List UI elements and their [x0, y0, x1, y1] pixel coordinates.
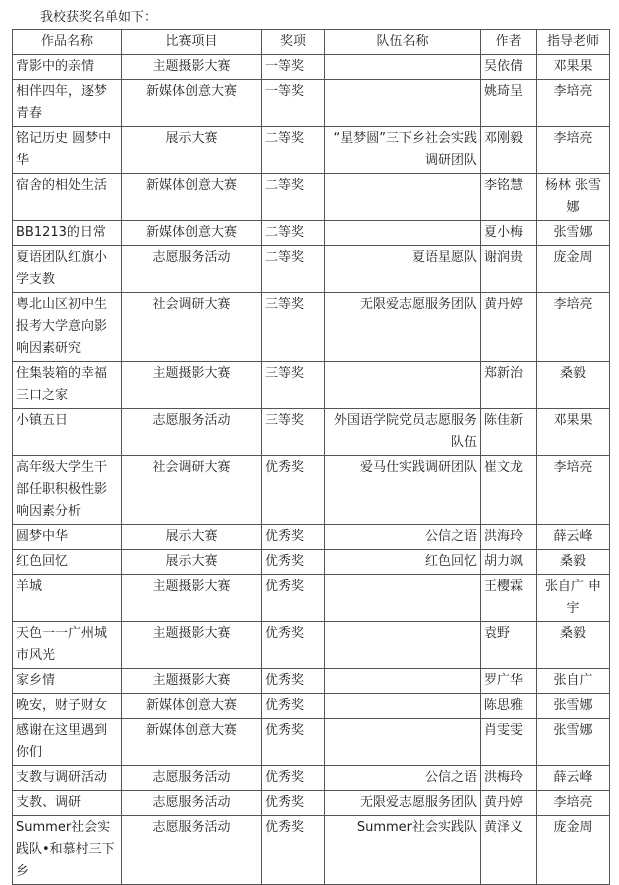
team-cell: [325, 719, 481, 766]
team-cell: [325, 622, 481, 669]
competition-cell: 主题摄影大赛: [122, 575, 262, 622]
competition-cell: 主题摄影大赛: [122, 669, 262, 694]
work-cell: 支教、调研: [13, 791, 122, 816]
work-cell: 圆梦中华: [13, 525, 122, 550]
table-row: [13, 719, 610, 766]
competition-cell: 社会调研大赛: [122, 456, 262, 525]
team-cell: [325, 362, 481, 409]
author-cell: 胡力飒: [481, 550, 537, 575]
competition-cell: 展示大赛: [122, 127, 262, 174]
work-cell: 晚安，财子财女: [13, 694, 122, 719]
award-cell: 优秀奖: [262, 816, 325, 885]
author-cell: 肖雯雯: [481, 719, 537, 766]
header-row: [13, 30, 610, 55]
award-cell: 二等奖: [262, 246, 325, 293]
table-row: [13, 766, 610, 791]
table-body: [13, 55, 610, 885]
teacher-cell: 张雪娜: [537, 694, 610, 719]
work-cell: 天色一一广州城市风光: [13, 622, 122, 669]
work-cell: BB1213的日常: [13, 221, 122, 246]
teacher-cell: 张雪娜: [537, 221, 610, 246]
competition-cell: 新媒体创意大赛: [122, 174, 262, 221]
work-cell: 住集装箱的幸福三口之家: [13, 362, 122, 409]
awards-table: [12, 29, 610, 885]
competition-cell: 新媒体创意大赛: [122, 80, 262, 127]
table-row: [13, 791, 610, 816]
author-cell: 罗广华: [481, 669, 537, 694]
team-cell: [325, 174, 481, 221]
competition-cell: 志愿服务活动: [122, 766, 262, 791]
team-cell: 红色回忆: [325, 550, 481, 575]
teacher-cell: 薛云峰: [537, 525, 610, 550]
table-row: [13, 456, 610, 525]
competition-cell: 新媒体创意大赛: [122, 221, 262, 246]
teacher-cell: 张雪娜: [537, 719, 610, 766]
author-cell: 李铭慧: [481, 174, 537, 221]
award-cell: 优秀奖: [262, 719, 325, 766]
award-cell: 优秀奖: [262, 694, 325, 719]
table-row: [13, 550, 610, 575]
teacher-cell: 邓果果: [537, 55, 610, 80]
author-cell: 黄丹婷: [481, 293, 537, 362]
table-row: [13, 293, 610, 362]
teacher-cell: 张自广: [537, 669, 610, 694]
competition-cell: 社会调研大赛: [122, 293, 262, 362]
award-cell: 优秀奖: [262, 669, 325, 694]
author-cell: 陈思雅: [481, 694, 537, 719]
teacher-cell: 桑毅: [537, 622, 610, 669]
work-cell: 相伴四年，逐梦青春: [13, 80, 122, 127]
team-cell: 无限爱志愿服务团队: [325, 791, 481, 816]
table-row: [13, 80, 610, 127]
competition-cell: 志愿服务活动: [122, 409, 262, 456]
competition-cell: 志愿服务活动: [122, 246, 262, 293]
author-cell: 黄泽义: [481, 816, 537, 885]
award-cell: 三等奖: [262, 362, 325, 409]
team-cell: 外国语学院党员志愿服务队伍: [325, 409, 481, 456]
work-cell: 粤北山区初中生报考大学意向影响因素研究: [13, 293, 122, 362]
team-cell: 夏语星愿队: [325, 246, 481, 293]
teacher-cell: 李培亮: [537, 456, 610, 525]
author-cell: 邓刚毅: [481, 127, 537, 174]
work-cell: 宿舍的相处生活: [13, 174, 122, 221]
work-cell: 红色回忆: [13, 550, 122, 575]
header-work: 作品名称: [13, 30, 122, 55]
competition-cell: 主题摄影大赛: [122, 55, 262, 80]
team-cell: 公信之语: [325, 525, 481, 550]
author-cell: 崔文龙: [481, 456, 537, 525]
table-row: [13, 622, 610, 669]
table-row: [13, 221, 610, 246]
competition-cell: 志愿服务活动: [122, 816, 262, 885]
teacher-cell: 邓果果: [537, 409, 610, 456]
teacher-cell: 李培亮: [537, 127, 610, 174]
competition-cell: 主题摄影大赛: [122, 622, 262, 669]
work-cell: 高年级大学生干部任职积极性影响因素分析: [13, 456, 122, 525]
teacher-cell: 李培亮: [537, 791, 610, 816]
competition-cell: 新媒体创意大赛: [122, 719, 262, 766]
work-cell: Summer社会实践队•和慕村三下乡: [13, 816, 122, 885]
author-cell: 夏小梅: [481, 221, 537, 246]
work-cell: 小镇五日: [13, 409, 122, 456]
team-cell: 爱马仕实践调研团队: [325, 456, 481, 525]
author-cell: 袁野: [481, 622, 537, 669]
award-cell: 二等奖: [262, 174, 325, 221]
team-cell: “星梦圆”三下乡社会实践调研团队: [325, 127, 481, 174]
teacher-cell: 庞金周: [537, 816, 610, 885]
team-cell: [325, 669, 481, 694]
header-teacher: 指导老师: [537, 30, 610, 55]
team-cell: [325, 221, 481, 246]
header-team: 队伍名称: [325, 30, 481, 55]
table-row: [13, 127, 610, 174]
work-cell: 羊城: [13, 575, 122, 622]
work-cell: 夏语团队红旗小学支教: [13, 246, 122, 293]
award-cell: 优秀奖: [262, 766, 325, 791]
author-cell: 郑新治: [481, 362, 537, 409]
header-award: 奖项: [262, 30, 325, 55]
teacher-cell: 庞金周: [537, 246, 610, 293]
award-cell: 一等奖: [262, 80, 325, 127]
table-row: [13, 246, 610, 293]
table-row: [13, 525, 610, 550]
teacher-cell: 李培亮: [537, 80, 610, 127]
team-cell: 无限爱志愿服务团队: [325, 293, 481, 362]
author-cell: 黄丹婷: [481, 791, 537, 816]
award-cell: 三等奖: [262, 409, 325, 456]
award-cell: 优秀奖: [262, 525, 325, 550]
teacher-cell: 桑毅: [537, 550, 610, 575]
competition-cell: 志愿服务活动: [122, 791, 262, 816]
work-cell: 铭记历史 圆梦中华: [13, 127, 122, 174]
intro-text: 我校获奖名单如下：: [40, 10, 158, 25]
award-cell: 优秀奖: [262, 622, 325, 669]
competition-cell: 新媒体创意大赛: [122, 694, 262, 719]
team-cell: [325, 55, 481, 80]
header-competition: 比赛项目: [122, 30, 262, 55]
author-cell: 洪梅玲: [481, 766, 537, 791]
award-cell: 一等奖: [262, 55, 325, 80]
table-row: [13, 409, 610, 456]
team-cell: Summer社会实践队: [325, 816, 481, 885]
author-cell: 谢润贵: [481, 246, 537, 293]
table-row: [13, 816, 610, 885]
teacher-cell: 张自广 申宇: [537, 575, 610, 622]
work-cell: 家乡情: [13, 669, 122, 694]
award-cell: 优秀奖: [262, 550, 325, 575]
award-cell: 优秀奖: [262, 791, 325, 816]
team-cell: [325, 694, 481, 719]
award-cell: 二等奖: [262, 221, 325, 246]
team-cell: [325, 80, 481, 127]
author-cell: 陈佳新: [481, 409, 537, 456]
competition-cell: 展示大赛: [122, 550, 262, 575]
table-row: [13, 669, 610, 694]
work-cell: 支教与调研活动: [13, 766, 122, 791]
competition-cell: 展示大赛: [122, 525, 262, 550]
award-cell: 优秀奖: [262, 456, 325, 525]
teacher-cell: 薛云峰: [537, 766, 610, 791]
table-row: [13, 362, 610, 409]
author-cell: 洪海玲: [481, 525, 537, 550]
header-author: 作者: [481, 30, 537, 55]
award-cell: 三等奖: [262, 293, 325, 362]
table-row: [13, 55, 610, 80]
team-cell: [325, 575, 481, 622]
table-row: [13, 174, 610, 221]
author-cell: 吴依倩: [481, 55, 537, 80]
author-cell: 王樱霖: [481, 575, 537, 622]
team-cell: 公信之语: [325, 766, 481, 791]
teacher-cell: 李培亮: [537, 293, 610, 362]
work-cell: 感谢在这里遇到你们: [13, 719, 122, 766]
author-cell: 姚琦呈: [481, 80, 537, 127]
competition-cell: 主题摄影大赛: [122, 362, 262, 409]
table-row: [13, 694, 610, 719]
award-cell: 二等奖: [262, 127, 325, 174]
teacher-cell: 桑毅: [537, 362, 610, 409]
award-cell: 优秀奖: [262, 575, 325, 622]
work-cell: 背影中的亲情: [13, 55, 122, 80]
teacher-cell: 杨林 张雪娜: [537, 174, 610, 221]
table-row: [13, 575, 610, 622]
